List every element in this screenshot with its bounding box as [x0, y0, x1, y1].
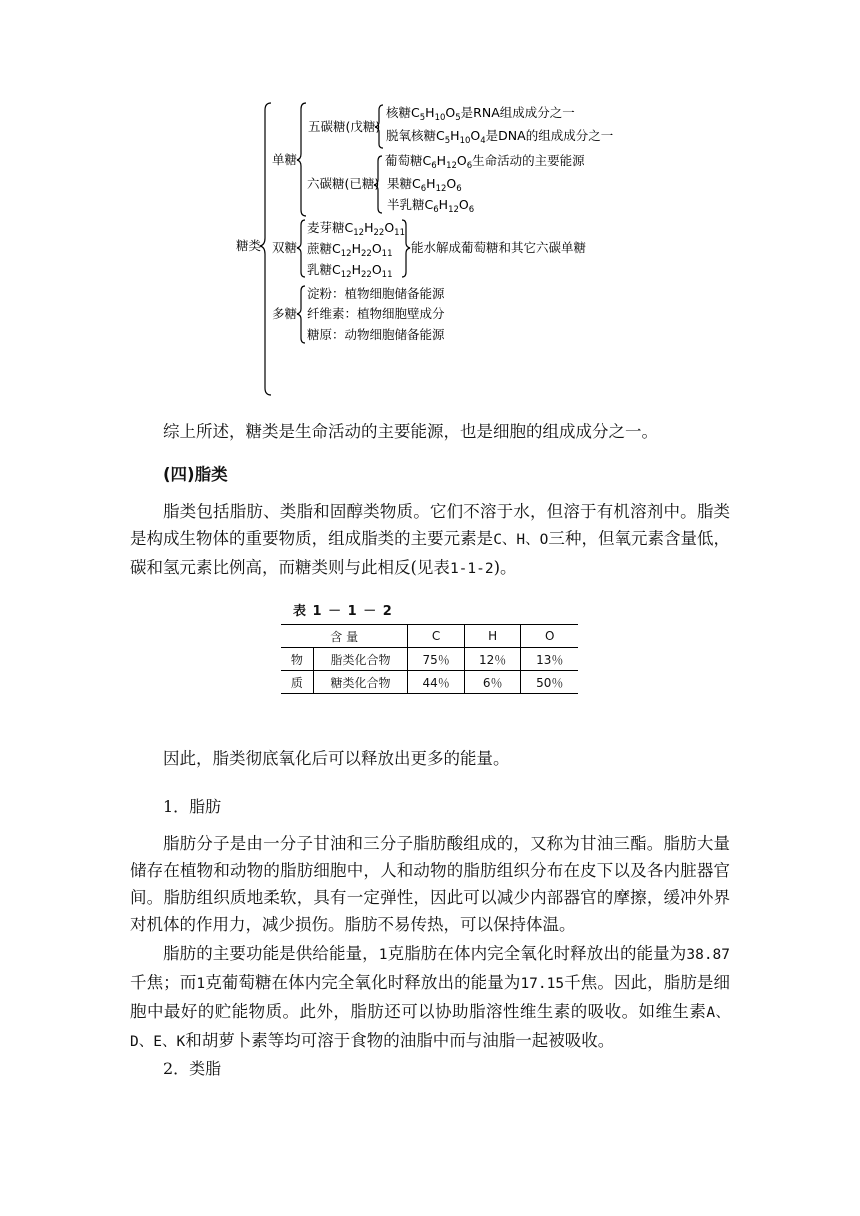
diagram-pentose-item: 脱氧核糖$C_5H_{10}O_4$是DNA的组成成分之一	[386, 128, 614, 146]
diagram-group-monosaccharide: 单糖	[272, 152, 298, 167]
diagram-disaccharide-item: 麦芽糖$C_{12}H_{22}O_{11}$	[307, 220, 405, 238]
table-col-header: O	[521, 625, 578, 648]
sugar-classification-diagram	[230, 100, 650, 400]
table-cell: 50％	[521, 671, 578, 694]
table-side-label: 物	[281, 648, 313, 671]
composition-table	[281, 624, 578, 694]
diagram-disaccharide-item: 蔗糖$C_{12}H_{22}O_{11}$	[307, 241, 393, 259]
diagram-polysaccharide-item: 纤维素：植物细胞壁成分	[307, 306, 445, 321]
table-row	[281, 671, 578, 694]
table-cell: 12％	[464, 648, 521, 671]
section-heading-lipids: (四)脂类	[163, 465, 228, 484]
diagram-root-label: 糖类	[236, 238, 262, 253]
table-row-name: 糖类化合物	[313, 671, 408, 694]
diagram-group-disaccharide: 双糖	[272, 240, 298, 255]
table-col-header: C	[408, 625, 465, 648]
diagram-pentose-label: 五碳糖(戊糖)	[308, 119, 381, 134]
diagram-disaccharide-item: 乳糖$C_{12}H_{22}O_{11}$	[307, 262, 393, 280]
lipid-intro-paragraph: 脂类包括脂肪、类脂和固醇类物质。它们不溶于水，但溶于有机溶剂中。脂类是构成生物体的重要物质，组成脂类的主要元素是C、H、O三种，但氧元素含量低，碳和氢元素比例高，而糖类则与此相反(见表1-1-2)。	[130, 502, 731, 577]
diagram-hexose-label: 六碳糖(已糖)	[307, 176, 380, 191]
diagram-disaccharide-note: 能水解成葡萄糖和其它六碳单糖	[411, 240, 587, 255]
fat-paragraph-2: 脂肪的主要功能是供给能量，1克脂肪在体内完全氧化时释放出的能量为38.87千焦；而1克葡萄糖在体内完全氧化时释放出的能量为17.15千焦。因此，脂肪是细胞中最好的贮能物质。此外，脂肪还可以协助脂溶性维生素的吸收。如维生素A、D、E、K和胡萝卜素等均可溶于食物的油脂中而与油脂一起被吸收。	[130, 944, 731, 1050]
table-side-label: 质	[281, 671, 313, 694]
conclusion-paragraph: 因此，脂类彻底氧化后可以释放出更多的能量。	[163, 749, 510, 768]
table-header-row	[281, 625, 578, 648]
diagram-polysaccharide-item: 淀粉：植物细胞储备能源	[307, 286, 445, 301]
table-cell: 75％	[408, 648, 465, 671]
table-row-name: 脂类化合物	[313, 648, 408, 671]
table-caption: 表 1 － 1 － 2	[293, 604, 393, 619]
subheading-lipoids: 2．类脂	[163, 1059, 222, 1078]
summary-paragraph: 综上所述，糖类是生命活动的主要能源，也是细胞的组成成分之一。	[163, 422, 658, 441]
diagram-hexose-item: 葡萄糖$C_6H_{12}O_6$生命活动的主要能源	[385, 153, 585, 171]
table-cell: 44％	[408, 671, 465, 694]
diagram-group-polysaccharide: 多糖	[272, 306, 298, 321]
table-cell: 6％	[464, 671, 521, 694]
table-cell: 13％	[521, 648, 578, 671]
subheading-fat: 1．脂肪	[163, 797, 222, 816]
diagram-hexose-item: 半乳糖$C_6H_{12}O_6$	[387, 197, 475, 215]
diagram-pentose-item: 核糖$C_5H_{10}O_5$是RNA组成成分之一	[386, 105, 575, 123]
diagram-hexose-item: 果糖$C_6H_{12}O_6$	[387, 176, 462, 194]
diagram-polysaccharide-item: 糖原：动物细胞储备能源	[307, 327, 445, 342]
fat-paragraph-1: 脂肪分子是由一分子甘油和三分子脂肪酸组成的，又称为甘油三酯。脂肪大量储存在植物和动物的脂肪细胞中，人和动物的脂肪组织分布在皮下以及各内脏器官间。脂肪组织质地柔软，具有一定弹性，因此可以减少内部器官的摩擦，缓冲外界对机体的作用力，减少损伤。脂肪不易传热，可以保持体温。	[130, 834, 730, 934]
table-row	[281, 648, 578, 671]
table-header-label: 含 量	[281, 625, 408, 648]
table-col-header: H	[464, 625, 521, 648]
